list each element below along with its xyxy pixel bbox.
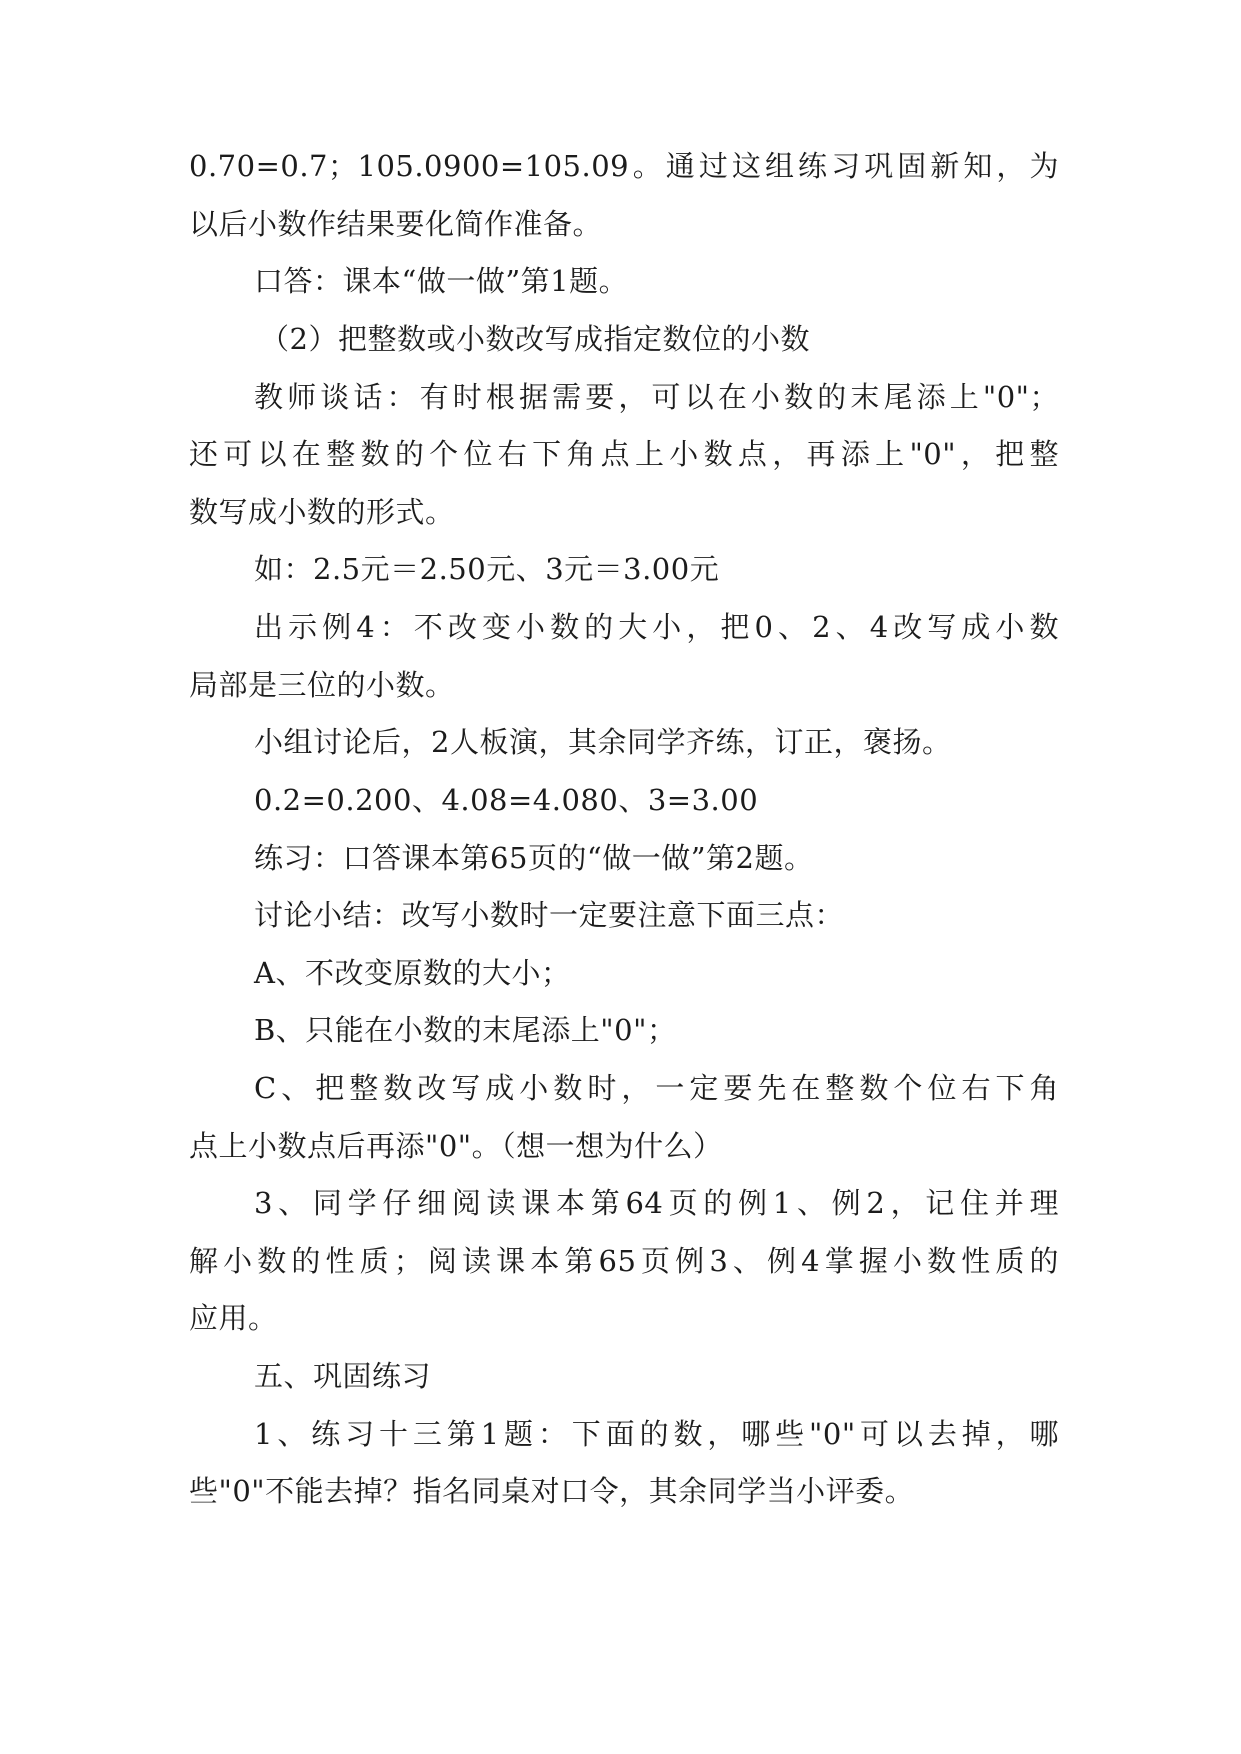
text-line: 0.2=0.200、4.08=4.080、3=3.00	[254, 783, 759, 817]
text-line: 应用。	[189, 1301, 278, 1335]
text-line: 局部是三位的小数。	[189, 668, 455, 702]
text-line: 解小数的性质；阅读课本第65页例3、例4掌握小数性质的	[189, 1244, 1059, 1278]
text-line: 点上小数点后再添"0"。（想一想为什么）	[189, 1129, 723, 1163]
text-line: （2）把整数或小数改写成指定数位的小数	[260, 322, 810, 356]
text-line: 练习：口答课本第65页的“做一做”第2题。	[254, 841, 814, 875]
text-line: 口答：课本“做一做”第1题。	[254, 264, 629, 298]
text-line: 0.70=0.7；105.0900=105.09。通过这组练习巩固新知，为	[189, 149, 1059, 183]
text-line: 教师谈话：有时根据需要，可以在小数的末尾添上"0"；	[254, 380, 1059, 414]
text-line: 以后小数作结果要化简作准备。	[189, 207, 603, 241]
text-line: 1、练习十三第1题：下面的数，哪些"0"可以去掉，哪	[254, 1417, 1059, 1451]
text-line: 出示例4：不改变小数的大小，把0、2、4改写成小数	[254, 610, 1059, 644]
section-heading: 五、巩固练习	[254, 1359, 432, 1393]
text-line: A、不改变原数的大小；	[254, 956, 571, 990]
text-line: 如：2.5元＝2.50元、3元＝3.00元	[254, 552, 720, 586]
text-line: 小组讨论后，2人板演，其余同学齐练，订正，褒扬。	[254, 725, 952, 759]
text-line: 3、同学仔细阅读课本第64页的例1、例2，记住并理	[254, 1186, 1059, 1220]
text-line: 讨论小结：改写小数时一定要注意下面三点：	[254, 898, 845, 932]
text-line: 还可以在整数的个位右下角点上小数点，再添上"0"，把整	[189, 437, 1059, 471]
text-line: 些"0"不能去掉？指名同桌对口令，其余同学当小评委。	[189, 1474, 915, 1508]
text-line: B、只能在小数的末尾添上"0"；	[254, 1013, 677, 1047]
text-line: 数写成小数的形式。	[189, 495, 455, 529]
text-line: C、把整数改写成小数时，一定要先在整数个位右下角	[254, 1071, 1059, 1105]
